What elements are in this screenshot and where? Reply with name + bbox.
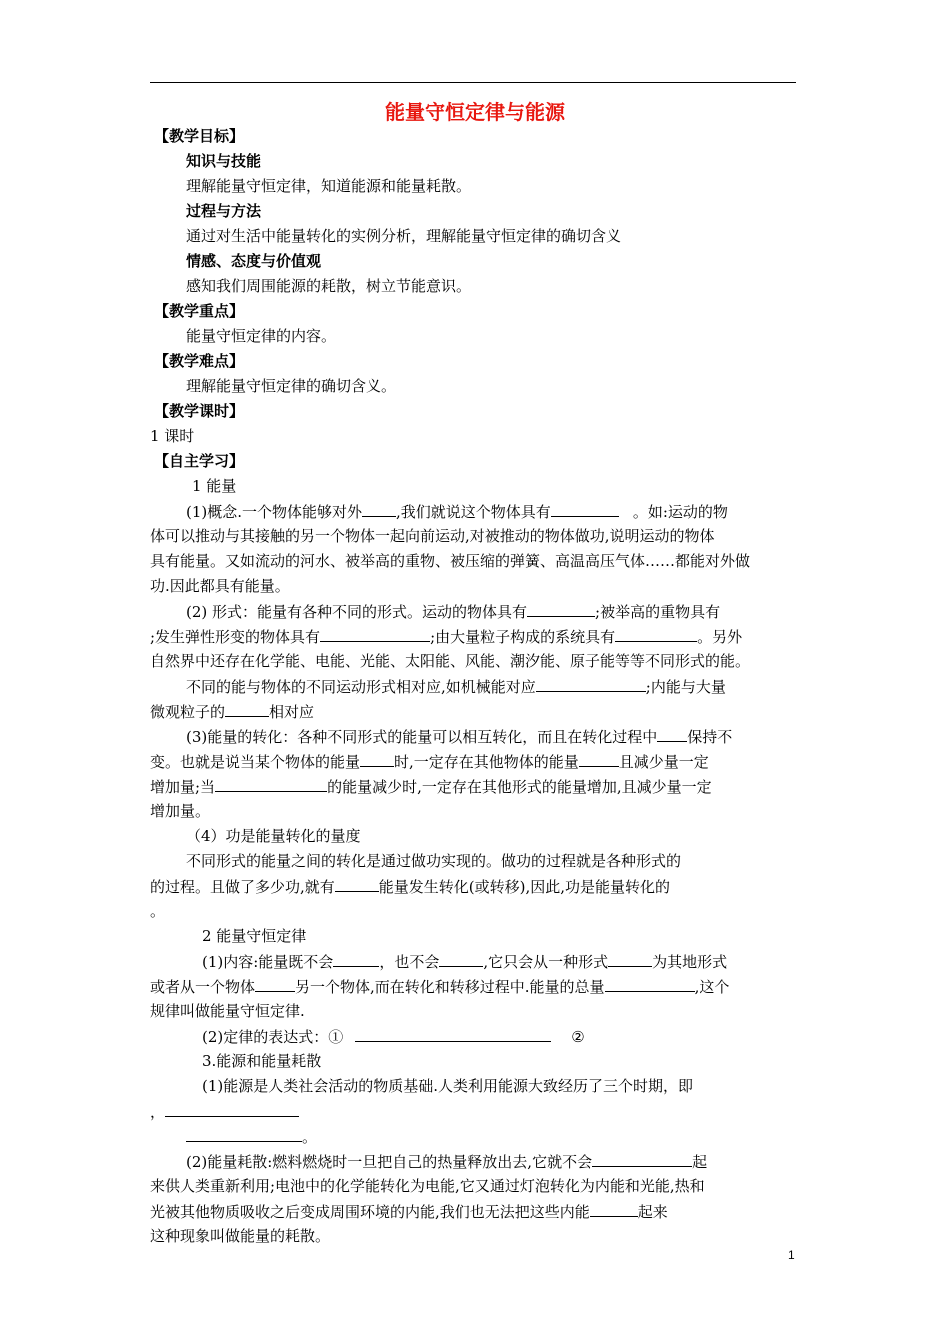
emotion-text: 感知我们周围能源的耗散，树立节能意识。 [186,277,472,295]
p4-line-3: 。 [150,902,166,920]
periods-header: 【教学课时】 [154,402,245,420]
process-text: 通过对生活中能量转化的实例分析，理解能量守恒定律的确切含义 [186,227,622,245]
text-span: (2) 形式：能量有各种不同的形式。运动的物体具有 [186,603,528,621]
blank[interactable] [439,951,483,967]
text-span: 的能量减少时,一定存在其他形式的能量增加,且减少量一定 [327,778,712,796]
blank[interactable] [335,876,379,892]
text-span: 增加量;当 [150,778,216,796]
blank[interactable] [536,676,646,692]
text-span: ， [150,1103,166,1121]
text-span: 保持不 [687,728,733,746]
periods-text: 1 课时 [150,427,195,445]
blank[interactable] [360,751,394,767]
text-span: 。另外 [697,628,743,646]
text-span: ② [571,1028,585,1046]
blank[interactable] [605,976,695,992]
blank[interactable] [579,751,619,767]
text-span: (2)能量耗散:燃料燃烧时一旦把自己的热量释放出去,它就不会 [186,1153,593,1171]
text-span: 不同的能与物体的不同运动形式相对应,如机械能对应 [186,678,536,696]
r1-line-3 [186,1126,317,1147]
p3-line-1 [186,726,732,747]
blank[interactable] [355,1026,551,1042]
page-title: 能量守恒定律与能源 [385,100,565,124]
text-span: 另一个物体,而在转化和转移过程中.能量的总量 [295,978,605,996]
r1-line-1: (1)能源是人类社会活动的物质基础.人类利用能源大致经历了三个时期，即 [202,1077,694,1095]
text-span: 。如:运动的物 [632,503,728,521]
blank[interactable] [551,501,619,517]
blank[interactable] [225,701,269,717]
p4-line-2 [150,876,670,897]
p3-line-2 [150,751,709,772]
knowledge-text: 理解能量守恒定律，知道能源和能量耗散。 [186,177,472,195]
difficulty-header: 【教学难点】 [154,352,245,370]
text-span: (1)概念.一个物体能够对外 [186,503,363,521]
blank[interactable] [592,1151,692,1167]
text-span: ;被举高的重物具有 [595,603,721,621]
r2-line-3 [150,1201,668,1222]
self-study-header: 【自主学习】 [154,452,245,470]
p1-line-1 [186,501,728,522]
difficulty-text: 理解能量守恒定律的确切含义。 [186,377,397,395]
blank[interactable] [362,501,396,517]
text-span: (3)能量的转化：各种不同形式的能量可以相互转化，而且在转化过程中 [186,728,658,746]
text-span: 变。也就是说当某个物体的能量 [150,753,361,771]
blank[interactable] [527,601,595,617]
text-span: ,我们就说这个物体具有 [396,503,551,521]
q2-line [202,1026,585,1047]
p2-line-1 [186,601,720,622]
p2-line-4 [186,676,726,697]
q1-line-1 [202,951,727,972]
blank[interactable] [255,976,295,992]
q1-line-3: 规律叫做能量守恒定律. [150,1002,305,1020]
text-span: 或者从一个物体 [150,978,256,996]
text-span: 的过程。且做了多少功,就有 [150,878,335,896]
blank[interactable] [320,626,430,642]
text-span: 相对应 [269,703,315,721]
r1-line-2 [150,1101,299,1122]
text-span: ，也不会 [379,953,440,971]
text-span: 起来 [637,1203,668,1221]
text-span: 微观粒子的 [150,703,226,721]
section-3-title: 3.能源和能量耗散 [202,1052,322,1070]
p1-line-3: 具有能量。又如流动的河水、被举高的重物、被压缩的弹簧、高温高压气体……都能对外做 [150,552,751,570]
text-span: 且减少量一定 [618,753,709,771]
blank[interactable] [657,726,687,742]
emotion-title: 情感、态度与价值观 [186,252,322,270]
p1-line-4: 功.因此都具有能量。 [150,577,290,595]
text-span: ;内能与大量 [645,678,726,696]
key-point-text: 能量守恒定律的内容。 [186,327,337,345]
header-rule [150,82,796,83]
objectives-header: 【教学目标】 [154,127,245,145]
text-span: (2)定律的表达式：① [202,1028,344,1046]
text-span: ;由大量粒子构成的系统具有 [430,628,616,646]
p4-title: （4）功是能量转化的量度 [186,827,361,845]
text-span: 为其地形式 [652,953,728,971]
process-title: 过程与方法 [186,202,262,220]
knowledge-title: 知识与技能 [186,152,262,170]
text-span: 光被其他物质吸收之后变成周围环境的内能,我们也无法把这些内能 [150,1203,590,1221]
text-span: 时,一定存在其他物体的能量 [394,753,579,771]
blank[interactable] [615,626,697,642]
text-span: (1)内容:能量既不会 [202,953,334,971]
text-span: 起 [692,1153,708,1171]
blank[interactable] [215,776,327,792]
q1-line-2 [150,976,729,997]
p2-line-2 [150,626,742,647]
blank[interactable] [333,951,379,967]
p3-line-4: 增加量。 [150,802,211,820]
blank[interactable] [186,1126,302,1142]
r2-line-2: 来供人类重新利用;电池中的化学能转化为电能,它又通过灯泡转化为内能和光能,热和 [150,1177,705,1195]
blank[interactable] [165,1101,299,1117]
p1-line-2: 体可以推动与其接触的另一个物体一起向前运动,对被推动的物体做功,说明运动的物体 [150,527,715,545]
text-span: 能量发生转化(或转移),因此,功是能量转化的 [378,878,671,896]
blank[interactable] [608,951,652,967]
p2-line-5 [150,701,314,722]
p2-line-3: 自然界中还存在化学能、电能、光能、太阳能、风能、潮汐能、原子能等等不同形式的能。 [150,652,751,670]
page-number: 1 [788,1248,795,1262]
text-span: ;发生弹性形变的物体具有 [150,628,321,646]
p3-line-3 [150,776,712,797]
text-span: ,这个 [694,978,730,996]
section-2-title: 2 能量守恒定律 [202,927,307,945]
section-1-title: 1 能量 [192,477,237,495]
p4-line-1: 不同形式的能量之间的转化是通过做功实现的。做功的过程就是各种形式的 [186,852,682,870]
r2-line-1 [186,1151,707,1172]
blank[interactable] [590,1201,638,1217]
text-span: 。 [302,1128,318,1146]
key-point-header: 【教学重点】 [154,302,245,320]
text-span: ,它只会从一种形式 [483,953,609,971]
r2-line-4: 这种现象叫做能量的耗散。 [150,1227,331,1245]
